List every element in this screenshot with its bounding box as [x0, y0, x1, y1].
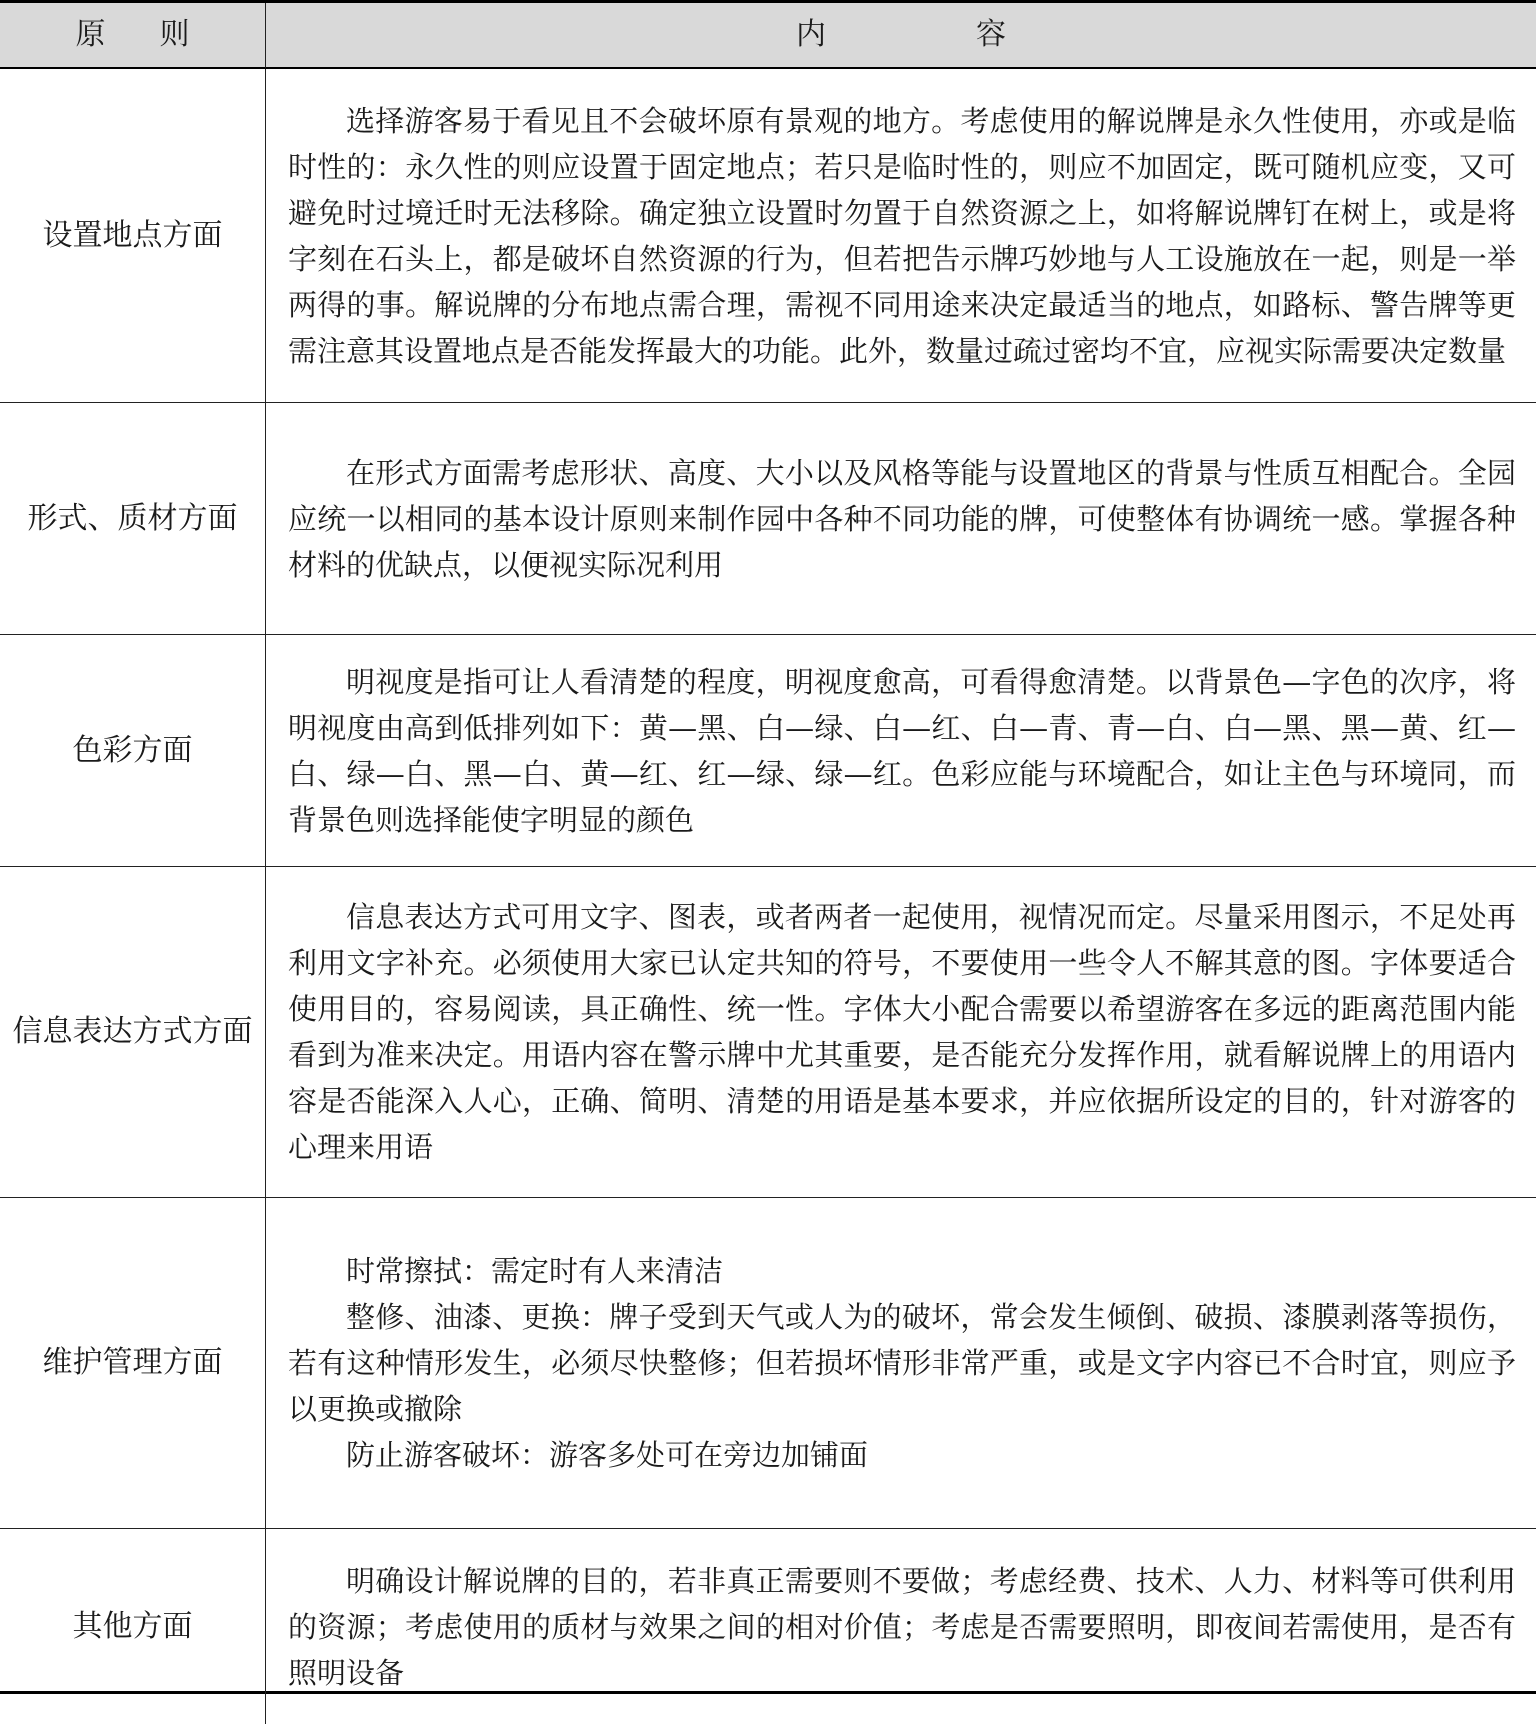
header-principle — [0, 3, 266, 69]
header-principle-char-2: 则 — [159, 17, 190, 52]
row-principle-color: 色彩方面 — [0, 635, 266, 867]
content-paragraph: 防止游客破坏：游客多处可在旁边加铺面 — [346, 1438, 869, 1472]
content-paragraph: 明确设计解说牌的目的，若非真正需要则不要做；考虑经费、技术、人力、材料等可供利用的资源；考虑使用的质材与效果之间的相对价值；考虑是否需要照明，即夜间若需使用，是否有照明设备 — [288, 1563, 1516, 1690]
row-principle-form-material: 形式、质材方面 — [0, 403, 266, 635]
header-content-char-1: 内 — [796, 17, 826, 52]
content-paragraph: 时常擦拭：需定时有人来清洁 — [346, 1254, 724, 1288]
header-principle-label — [76, 17, 190, 53]
row-content-color — [266, 635, 1536, 867]
header-principle-char-1: 原 — [75, 17, 106, 52]
content-paragraph: 在形式方面需考虑形状、高度、大小以及风格等能与设置地区的背景与性质互相配合。全园应统一以相同的基本设计原则来制作园中各种不同功能的牌，可使整体有协调统一感。掌握各种材料的优缺点，以便视实际况利用 — [288, 455, 1516, 582]
table-grid — [0, 3, 1536, 1691]
row-principle-maintenance: 维护管理方面 — [0, 1198, 266, 1529]
row-content-information — [266, 867, 1536, 1198]
row-principle-location: 设置地点方面 — [0, 69, 266, 403]
header-content-label — [796, 12, 1006, 58]
row-content-other — [266, 1529, 1536, 1724]
row-content-maintenance — [266, 1198, 1536, 1529]
header-content-char-2: 容 — [976, 17, 1006, 52]
row-principle-other: 其他方面 — [0, 1529, 266, 1724]
row-principle-information: 信息表达方式方面 — [0, 867, 266, 1198]
header-content — [266, 3, 1536, 69]
content-paragraph: 整修、油漆、更换：牌子受到天气或人为的破坏，常会发生倾倒、破损、漆膜剥落等损伤，若有这种情形发生，必须尽快整修；但若损坏情形非常严重，或是文字内容已不合时宜，则应予以更换或撤除 — [288, 1300, 1516, 1426]
row-content-form-material — [266, 403, 1536, 635]
row-content-location — [266, 69, 1536, 403]
content-paragraph: 明视度是指可让人看清楚的程度，明视度愈高，可看得愈清楚。以背景色—字色的次序，将明视度由高到低排列如下：黄—黑、白—绿、白—红、白—青、青—白、白—黑、黑—黄、红—白、绿—白、黑—白、黄—红、红—绿、绿—红。色彩应能与环境配合，如让主色与环境同，而背景色则选择能使字明显的颜色 — [288, 664, 1516, 837]
content-paragraph: 信息表达方式可用文字、图表，或者两者一起使用，视情况而定。尽量采用图示，不足处再利用文字补充。必须使用大家已认定共知的符号，不要使用一些令人不解其意的图。字体要适合使用目的，容易阅读，具正确性、统一性。字体大小配合需要以希望游客在多远的距离范围内能看到为准来决定。用语内容在警示牌中尤其重要，是否能充分发挥作用，就看解说牌上的用语内容是否能深入人心，正确、简明、清楚的用语是基本要求，并应依据所设定的目的，针对游客的心理来用语 — [288, 900, 1516, 1164]
content-paragraph: 选择游客易于看见且不会破坏原有景观的地方。考虑使用的解说牌是永久性使用，亦或是临时性的：永久性的则应设置于固定地点；若只是临时性的，则应不加固定，既可随机应变，又可避免时过境迁时无法移除。确定独立设置时勿置于自然资源之上，如将解说牌钉在树上，或是将字刻在石头上，都是破坏自然资源的行为，但若把告示牌巧妙地与人工设施放在一起，则是一举两得的事。解说牌的分布地点需合理，需视不同用途来决定最适当的地点，如路标、警告牌等更需注意其设置地点是否能发挥最大的功能。此外，数量过疏过密均不宜，应视实际需要决定数量 — [288, 103, 1516, 368]
